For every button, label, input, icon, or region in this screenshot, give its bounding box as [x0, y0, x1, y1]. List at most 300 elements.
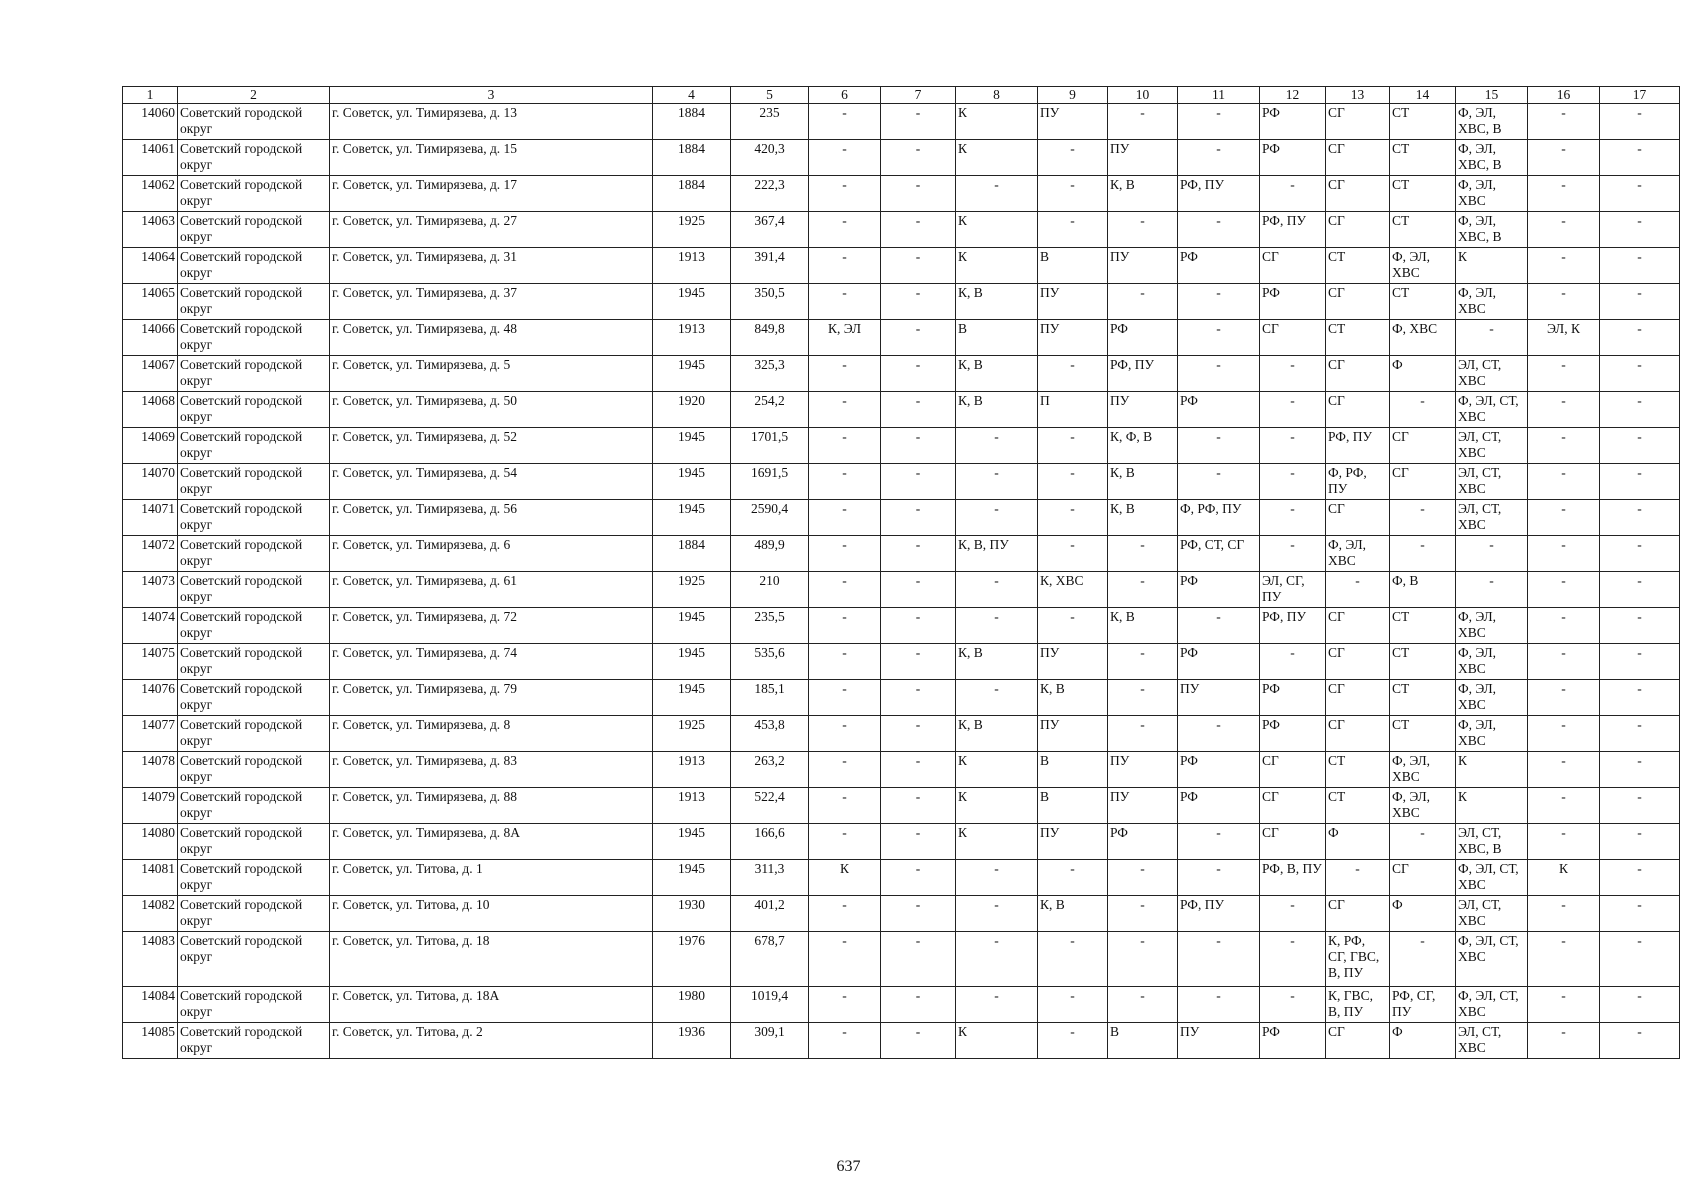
- table-row: [123, 212, 1680, 248]
- table-cell-col-9: В: [1038, 248, 1108, 284]
- table-cell-col-5: 309,1: [731, 1023, 809, 1059]
- table-cell-col-4: 1884: [653, 104, 731, 140]
- table-cell-col-11: РФ, ПУ: [1178, 176, 1260, 212]
- table-cell-col-5: 391,4: [731, 248, 809, 284]
- table-cell-col-9: -: [1038, 500, 1108, 536]
- table-cell-col-12: -: [1260, 428, 1326, 464]
- table-cell-col-17: -: [1600, 1023, 1680, 1059]
- table-cell-col-11: РФ: [1178, 788, 1260, 824]
- table-cell-col-11: ПУ: [1178, 680, 1260, 716]
- table-cell-col-12: -: [1260, 987, 1326, 1023]
- table-cell-col-2: Советский городской округ: [178, 680, 330, 716]
- table-cell-col-2: Советский городской округ: [178, 608, 330, 644]
- table-cell-col-17: -: [1600, 536, 1680, 572]
- table-cell-col-1: 14065: [123, 284, 178, 320]
- table-cell-col-17: -: [1600, 824, 1680, 860]
- table-cell-col-14: СТ: [1390, 680, 1456, 716]
- table-cell-col-2: Советский городской округ: [178, 752, 330, 788]
- table-cell-col-7: -: [881, 1023, 956, 1059]
- table-cell-col-2: Советский городской округ: [178, 104, 330, 140]
- table-cell-col-1: 14076: [123, 680, 178, 716]
- table-cell-col-8: К, В: [956, 356, 1038, 392]
- table-cell-col-8: -: [956, 176, 1038, 212]
- table-cell-col-13: СГ: [1326, 1023, 1390, 1059]
- table-cell-col-2: Советский городской округ: [178, 428, 330, 464]
- table-cell-col-9: -: [1038, 608, 1108, 644]
- table-cell-col-12: -: [1260, 932, 1326, 987]
- table-cell-col-17: -: [1600, 392, 1680, 428]
- table-cell-col-5: 1701,5: [731, 428, 809, 464]
- table-cell-col-1: 14082: [123, 896, 178, 932]
- table-cell-col-4: 1884: [653, 140, 731, 176]
- table-cell-col-3: г. Советск, ул. Тимирязева, д. 8А: [330, 824, 653, 860]
- table-cell-col-14: СГ: [1390, 428, 1456, 464]
- table-cell-col-4: 1936: [653, 1023, 731, 1059]
- table-cell-col-4: 1945: [653, 356, 731, 392]
- table-cell-col-10: К, В: [1108, 464, 1178, 500]
- table-cell-col-7: -: [881, 284, 956, 320]
- table-cell-col-15: К: [1456, 752, 1528, 788]
- table-cell-col-4: 1925: [653, 716, 731, 752]
- table-cell-col-13: СТ: [1326, 320, 1390, 356]
- page-number: 637: [836, 1158, 861, 1175]
- table-cell-col-2: Советский городской округ: [178, 176, 330, 212]
- table-cell-col-3: г. Советск, ул. Тимирязева, д. 48: [330, 320, 653, 356]
- table-cell-col-17: -: [1600, 932, 1680, 987]
- table-cell-col-2: Советский городской округ: [178, 824, 330, 860]
- table-cell-col-7: -: [881, 536, 956, 572]
- table-cell-col-16: -: [1528, 536, 1600, 572]
- table-cell-col-16: -: [1528, 464, 1600, 500]
- table-cell-col-6: -: [809, 140, 881, 176]
- table-cell-col-9: ПУ: [1038, 824, 1108, 860]
- table-cell-col-15: Ф, ЭЛ, ХВС, В: [1456, 104, 1528, 140]
- table-cell-col-11: -: [1178, 987, 1260, 1023]
- table-cell-col-2: Советский городской округ: [178, 500, 330, 536]
- table-cell-col-11: РФ: [1178, 392, 1260, 428]
- column-header-2: 2: [178, 87, 330, 104]
- table-cell-col-6: -: [809, 788, 881, 824]
- table-cell-col-5: 453,8: [731, 716, 809, 752]
- table-row: [123, 716, 1680, 752]
- table-cell-col-5: 311,3: [731, 860, 809, 896]
- table-cell-col-3: г. Советск, ул. Титова, д. 18: [330, 932, 653, 987]
- table-cell-col-13: СГ: [1326, 680, 1390, 716]
- table-row: [123, 392, 1680, 428]
- table-cell-col-17: -: [1600, 608, 1680, 644]
- table-cell-col-2: Советский городской округ: [178, 896, 330, 932]
- table-cell-col-2: Советский городской округ: [178, 320, 330, 356]
- table-cell-col-12: РФ, ПУ: [1260, 608, 1326, 644]
- table-cell-col-12: -: [1260, 176, 1326, 212]
- table-cell-col-6: -: [809, 716, 881, 752]
- table-cell-col-3: г. Советск, ул. Тимирязева, д. 56: [330, 500, 653, 536]
- table-cell-col-8: -: [956, 608, 1038, 644]
- table-cell-col-5: 185,1: [731, 680, 809, 716]
- table-cell-col-7: -: [881, 716, 956, 752]
- table-cell-col-13: СГ: [1326, 104, 1390, 140]
- table-cell-col-17: -: [1600, 176, 1680, 212]
- table-cell-col-3: г. Советск, ул. Тимирязева, д. 88: [330, 788, 653, 824]
- table-cell-col-6: -: [809, 680, 881, 716]
- table-cell-col-5: 2590,4: [731, 500, 809, 536]
- table-cell-col-6: К, ЭЛ: [809, 320, 881, 356]
- table-cell-col-15: -: [1456, 320, 1528, 356]
- table-cell-col-10: -: [1108, 932, 1178, 987]
- table-header: [123, 87, 1680, 104]
- table-cell-col-7: -: [881, 212, 956, 248]
- table-cell-col-4: 1913: [653, 788, 731, 824]
- table-cell-col-3: г. Советск, ул. Тимирязева, д. 31: [330, 248, 653, 284]
- table-cell-col-1: 14074: [123, 608, 178, 644]
- table-cell-col-8: К, В: [956, 392, 1038, 428]
- table-cell-col-12: -: [1260, 536, 1326, 572]
- table-cell-col-7: -: [881, 176, 956, 212]
- table-cell-col-14: Ф, ХВС: [1390, 320, 1456, 356]
- table-cell-col-13: СГ: [1326, 716, 1390, 752]
- table-cell-col-8: -: [956, 860, 1038, 896]
- table-cell-col-11: -: [1178, 428, 1260, 464]
- table-cell-col-13: -: [1326, 572, 1390, 608]
- table-cell-col-1: 14061: [123, 140, 178, 176]
- table-cell-col-10: ПУ: [1108, 392, 1178, 428]
- table-cell-col-2: Советский городской округ: [178, 356, 330, 392]
- table-cell-col-3: г. Советск, ул. Титова, д. 10: [330, 896, 653, 932]
- table-cell-col-16: -: [1528, 1023, 1600, 1059]
- table-cell-col-7: -: [881, 320, 956, 356]
- table-cell-col-12: СГ: [1260, 320, 1326, 356]
- table-cell-col-17: -: [1600, 428, 1680, 464]
- table-cell-col-9: -: [1038, 932, 1108, 987]
- table-cell-col-15: ЭЛ, СТ, ХВС: [1456, 1023, 1528, 1059]
- table-cell-col-10: К, В: [1108, 176, 1178, 212]
- table-cell-col-9: -: [1038, 428, 1108, 464]
- table-row: [123, 536, 1680, 572]
- table-cell-col-2: Советский городской округ: [178, 392, 330, 428]
- table-cell-col-14: РФ, СГ, ПУ: [1390, 987, 1456, 1023]
- table-cell-col-2: Советский городской округ: [178, 464, 330, 500]
- table-cell-col-15: Ф, ЭЛ, ХВС: [1456, 284, 1528, 320]
- table-cell-col-7: -: [881, 248, 956, 284]
- table-cell-col-15: Ф, ЭЛ, ХВС: [1456, 644, 1528, 680]
- table-cell-col-14: СТ: [1390, 140, 1456, 176]
- table-cell-col-12: РФ, В, ПУ: [1260, 860, 1326, 896]
- column-header-1: 1: [123, 87, 178, 104]
- table-cell-col-13: СГ: [1326, 356, 1390, 392]
- table-cell-col-3: г. Советск, ул. Тимирязева, д. 8: [330, 716, 653, 752]
- table-cell-col-11: РФ, ПУ: [1178, 896, 1260, 932]
- table-cell-col-7: -: [881, 824, 956, 860]
- table-cell-col-16: -: [1528, 644, 1600, 680]
- table-cell-col-3: г. Советск, ул. Тимирязева, д. 27: [330, 212, 653, 248]
- column-header-7: 7: [881, 87, 956, 104]
- table-cell-col-15: ЭЛ, СТ, ХВС: [1456, 896, 1528, 932]
- table-cell-col-6: -: [809, 392, 881, 428]
- column-header-15: 15: [1456, 87, 1528, 104]
- table-cell-col-1: 14073: [123, 572, 178, 608]
- table-cell-col-7: -: [881, 464, 956, 500]
- table-cell-col-10: В: [1108, 1023, 1178, 1059]
- table-cell-col-5: 350,5: [731, 284, 809, 320]
- table-cell-col-10: ПУ: [1108, 788, 1178, 824]
- table-cell-col-17: -: [1600, 140, 1680, 176]
- table-cell-col-12: -: [1260, 392, 1326, 428]
- table-cell-col-1: 14062: [123, 176, 178, 212]
- table-cell-col-14: СТ: [1390, 608, 1456, 644]
- table-cell-col-5: 235: [731, 104, 809, 140]
- table-cell-col-7: -: [881, 428, 956, 464]
- table-cell-col-10: К, Ф, В: [1108, 428, 1178, 464]
- table-cell-col-7: -: [881, 752, 956, 788]
- table-cell-col-9: -: [1038, 987, 1108, 1023]
- table-cell-col-4: 1913: [653, 752, 731, 788]
- table-cell-col-16: ЭЛ, К: [1528, 320, 1600, 356]
- table-cell-col-1: 14066: [123, 320, 178, 356]
- table-row: [123, 987, 1680, 1023]
- table-cell-col-6: -: [809, 176, 881, 212]
- table-cell-col-12: СГ: [1260, 788, 1326, 824]
- table-cell-col-15: ЭЛ, СТ, ХВС: [1456, 464, 1528, 500]
- table-cell-col-1: 14083: [123, 932, 178, 987]
- table-cell-col-14: Ф: [1390, 1023, 1456, 1059]
- table-cell-col-7: -: [881, 860, 956, 896]
- table-cell-col-13: СГ: [1326, 176, 1390, 212]
- table-row: [123, 680, 1680, 716]
- table-cell-col-11: РФ: [1178, 248, 1260, 284]
- table-cell-col-16: -: [1528, 104, 1600, 140]
- table-cell-col-3: г. Советск, ул. Тимирязева, д. 50: [330, 392, 653, 428]
- table-cell-col-5: 522,4: [731, 788, 809, 824]
- table-cell-col-14: Ф, ЭЛ, ХВС: [1390, 248, 1456, 284]
- table-cell-col-6: -: [809, 1023, 881, 1059]
- table-cell-col-10: -: [1108, 212, 1178, 248]
- table-cell-col-9: ПУ: [1038, 644, 1108, 680]
- table-cell-col-11: -: [1178, 608, 1260, 644]
- table-cell-col-6: -: [809, 572, 881, 608]
- table-cell-col-11: -: [1178, 284, 1260, 320]
- table-cell-col-12: СГ: [1260, 248, 1326, 284]
- table-cell-col-5: 420,3: [731, 140, 809, 176]
- table-cell-col-12: СГ: [1260, 824, 1326, 860]
- table-cell-col-17: -: [1600, 212, 1680, 248]
- table-cell-col-16: -: [1528, 987, 1600, 1023]
- table-cell-col-1: 14071: [123, 500, 178, 536]
- table-cell-col-17: -: [1600, 752, 1680, 788]
- table-cell-col-2: Советский городской округ: [178, 284, 330, 320]
- table-cell-col-8: -: [956, 428, 1038, 464]
- table-row: [123, 104, 1680, 140]
- table-row: [123, 500, 1680, 536]
- table-cell-col-8: К: [956, 788, 1038, 824]
- table-cell-col-1: 14078: [123, 752, 178, 788]
- table-cell-col-6: -: [809, 428, 881, 464]
- table-cell-col-2: Советский городской округ: [178, 788, 330, 824]
- table-cell-col-9: П: [1038, 392, 1108, 428]
- table-cell-col-3: г. Советск, ул. Тимирязева, д. 5: [330, 356, 653, 392]
- table-cell-col-14: СТ: [1390, 644, 1456, 680]
- table-cell-col-6: -: [809, 536, 881, 572]
- table-cell-col-9: К, ХВС: [1038, 572, 1108, 608]
- table-row: [123, 356, 1680, 392]
- table-cell-col-14: Ф, ЭЛ, ХВС: [1390, 788, 1456, 824]
- table-cell-col-6: -: [809, 500, 881, 536]
- table-cell-col-1: 14077: [123, 716, 178, 752]
- table-cell-col-14: СТ: [1390, 212, 1456, 248]
- table-cell-col-11: -: [1178, 464, 1260, 500]
- table-cell-col-10: -: [1108, 104, 1178, 140]
- table-cell-col-17: -: [1600, 284, 1680, 320]
- table-cell-col-2: Советский городской округ: [178, 212, 330, 248]
- table-cell-col-11: РФ: [1178, 572, 1260, 608]
- table-cell-col-4: 1945: [653, 608, 731, 644]
- table-cell-col-12: -: [1260, 500, 1326, 536]
- table-cell-col-9: ПУ: [1038, 284, 1108, 320]
- table-cell-col-17: -: [1600, 788, 1680, 824]
- table-cell-col-8: К: [956, 248, 1038, 284]
- column-header-4: 4: [653, 87, 731, 104]
- table-cell-col-4: 1913: [653, 248, 731, 284]
- table-row: [123, 140, 1680, 176]
- table-cell-col-15: К: [1456, 248, 1528, 284]
- table-cell-col-10: ПУ: [1108, 248, 1178, 284]
- table-cell-col-16: -: [1528, 428, 1600, 464]
- table-cell-col-11: РФ: [1178, 752, 1260, 788]
- table-cell-col-3: г. Советск, ул. Тимирязева, д. 83: [330, 752, 653, 788]
- table-cell-col-6: -: [809, 987, 881, 1023]
- table-cell-col-13: СГ: [1326, 896, 1390, 932]
- table-cell-col-8: К, В: [956, 716, 1038, 752]
- register-table: [122, 86, 1680, 1059]
- table-row: [123, 572, 1680, 608]
- table-cell-col-7: -: [881, 932, 956, 987]
- table-cell-col-17: -: [1600, 680, 1680, 716]
- table-cell-col-16: -: [1528, 896, 1600, 932]
- table-cell-col-8: -: [956, 680, 1038, 716]
- table-cell-col-6: -: [809, 896, 881, 932]
- table-cell-col-1: 14079: [123, 788, 178, 824]
- table-cell-col-3: г. Советск, ул. Тимирязева, д. 79: [330, 680, 653, 716]
- table-cell-col-6: -: [809, 932, 881, 987]
- table-cell-col-16: -: [1528, 392, 1600, 428]
- table-cell-col-4: 1945: [653, 428, 731, 464]
- table-cell-col-10: РФ: [1108, 824, 1178, 860]
- table-cell-col-14: -: [1390, 500, 1456, 536]
- table-cell-col-15: Ф, ЭЛ, ХВС: [1456, 716, 1528, 752]
- table-cell-col-17: -: [1600, 572, 1680, 608]
- table-cell-col-5: 254,2: [731, 392, 809, 428]
- column-header-9: 9: [1038, 87, 1108, 104]
- table-cell-col-14: -: [1390, 824, 1456, 860]
- table-cell-col-9: -: [1038, 140, 1108, 176]
- table-cell-col-10: -: [1108, 644, 1178, 680]
- table-cell-col-10: ПУ: [1108, 752, 1178, 788]
- table-cell-col-15: Ф, ЭЛ, СТ, ХВС: [1456, 860, 1528, 896]
- table-cell-col-3: г. Советск, ул. Тимирязева, д. 37: [330, 284, 653, 320]
- table-cell-col-15: Ф, ЭЛ, СТ, ХВС: [1456, 392, 1528, 428]
- table-row: [123, 428, 1680, 464]
- table-cell-col-13: СГ: [1326, 392, 1390, 428]
- column-header-3: 3: [330, 87, 653, 104]
- table-cell-col-15: ЭЛ, СТ, ХВС: [1456, 500, 1528, 536]
- table-cell-col-3: г. Советск, ул. Титова, д. 2: [330, 1023, 653, 1059]
- table-cell-col-14: СТ: [1390, 176, 1456, 212]
- table-cell-col-10: ПУ: [1108, 140, 1178, 176]
- table-cell-col-15: Ф, ЭЛ, ХВС, В: [1456, 140, 1528, 176]
- table-cell-col-10: -: [1108, 284, 1178, 320]
- table-cell-col-8: К: [956, 212, 1038, 248]
- table-cell-col-17: -: [1600, 716, 1680, 752]
- table-cell-col-13: СТ: [1326, 752, 1390, 788]
- table-cell-col-8: -: [956, 500, 1038, 536]
- table-cell-col-11: РФ: [1178, 644, 1260, 680]
- table-cell-col-4: 1925: [653, 572, 731, 608]
- table-cell-col-8: К, В: [956, 644, 1038, 680]
- table-cell-col-4: 1980: [653, 987, 731, 1023]
- table-cell-col-1: 14072: [123, 536, 178, 572]
- table-cell-col-12: -: [1260, 896, 1326, 932]
- table-cell-col-12: -: [1260, 644, 1326, 680]
- table-row: [123, 860, 1680, 896]
- table-cell-col-8: К: [956, 1023, 1038, 1059]
- table-cell-col-3: г. Советск, ул. Тимирязева, д. 6: [330, 536, 653, 572]
- table-cell-col-9: ПУ: [1038, 104, 1108, 140]
- table-cell-col-4: 1884: [653, 536, 731, 572]
- table-cell-col-5: 401,2: [731, 896, 809, 932]
- table-cell-col-2: Советский городской округ: [178, 716, 330, 752]
- table-cell-col-2: Советский городской округ: [178, 860, 330, 896]
- table-cell-col-17: -: [1600, 644, 1680, 680]
- table-cell-col-11: -: [1178, 320, 1260, 356]
- table-cell-col-11: -: [1178, 932, 1260, 987]
- table-cell-col-13: К, ГВС, В, ПУ: [1326, 987, 1390, 1023]
- table-cell-col-1: 14063: [123, 212, 178, 248]
- table-cell-col-14: Ф, ЭЛ, ХВС: [1390, 752, 1456, 788]
- table-cell-col-6: -: [809, 356, 881, 392]
- table-cell-col-8: К, В: [956, 284, 1038, 320]
- table-row: [123, 176, 1680, 212]
- table-row: [123, 752, 1680, 788]
- table-cell-col-14: Ф: [1390, 896, 1456, 932]
- table-cell-col-4: 1945: [653, 464, 731, 500]
- table-cell-col-10: К, В: [1108, 500, 1178, 536]
- table-cell-col-14: СТ: [1390, 284, 1456, 320]
- table-cell-col-11: РФ, СТ, СГ: [1178, 536, 1260, 572]
- table-row: [123, 608, 1680, 644]
- table-cell-col-12: -: [1260, 464, 1326, 500]
- table-cell-col-2: Советский городской округ: [178, 987, 330, 1023]
- table-cell-col-16: -: [1528, 356, 1600, 392]
- table-cell-col-15: К: [1456, 788, 1528, 824]
- table-cell-col-12: РФ: [1260, 716, 1326, 752]
- table-cell-col-16: -: [1528, 608, 1600, 644]
- table-row: [123, 644, 1680, 680]
- table-cell-col-7: -: [881, 500, 956, 536]
- table-cell-col-8: К: [956, 104, 1038, 140]
- table-row: [123, 788, 1680, 824]
- table-cell-col-2: Советский городской округ: [178, 1023, 330, 1059]
- table-cell-col-4: 1945: [653, 500, 731, 536]
- column-header-16: 16: [1528, 87, 1600, 104]
- table-cell-col-16: -: [1528, 932, 1600, 987]
- table-cell-col-7: -: [881, 104, 956, 140]
- table-cell-col-15: Ф, ЭЛ, СТ, ХВС: [1456, 987, 1528, 1023]
- column-header-6: 6: [809, 87, 881, 104]
- column-header-11: 11: [1178, 87, 1260, 104]
- table-cell-col-9: К, В: [1038, 896, 1108, 932]
- table-cell-col-3: г. Советск, ул. Тимирязева, д. 17: [330, 176, 653, 212]
- table-cell-col-15: Ф, ЭЛ, ХВС: [1456, 608, 1528, 644]
- table-cell-col-13: К, РФ, СГ, ГВС, В, ПУ: [1326, 932, 1390, 987]
